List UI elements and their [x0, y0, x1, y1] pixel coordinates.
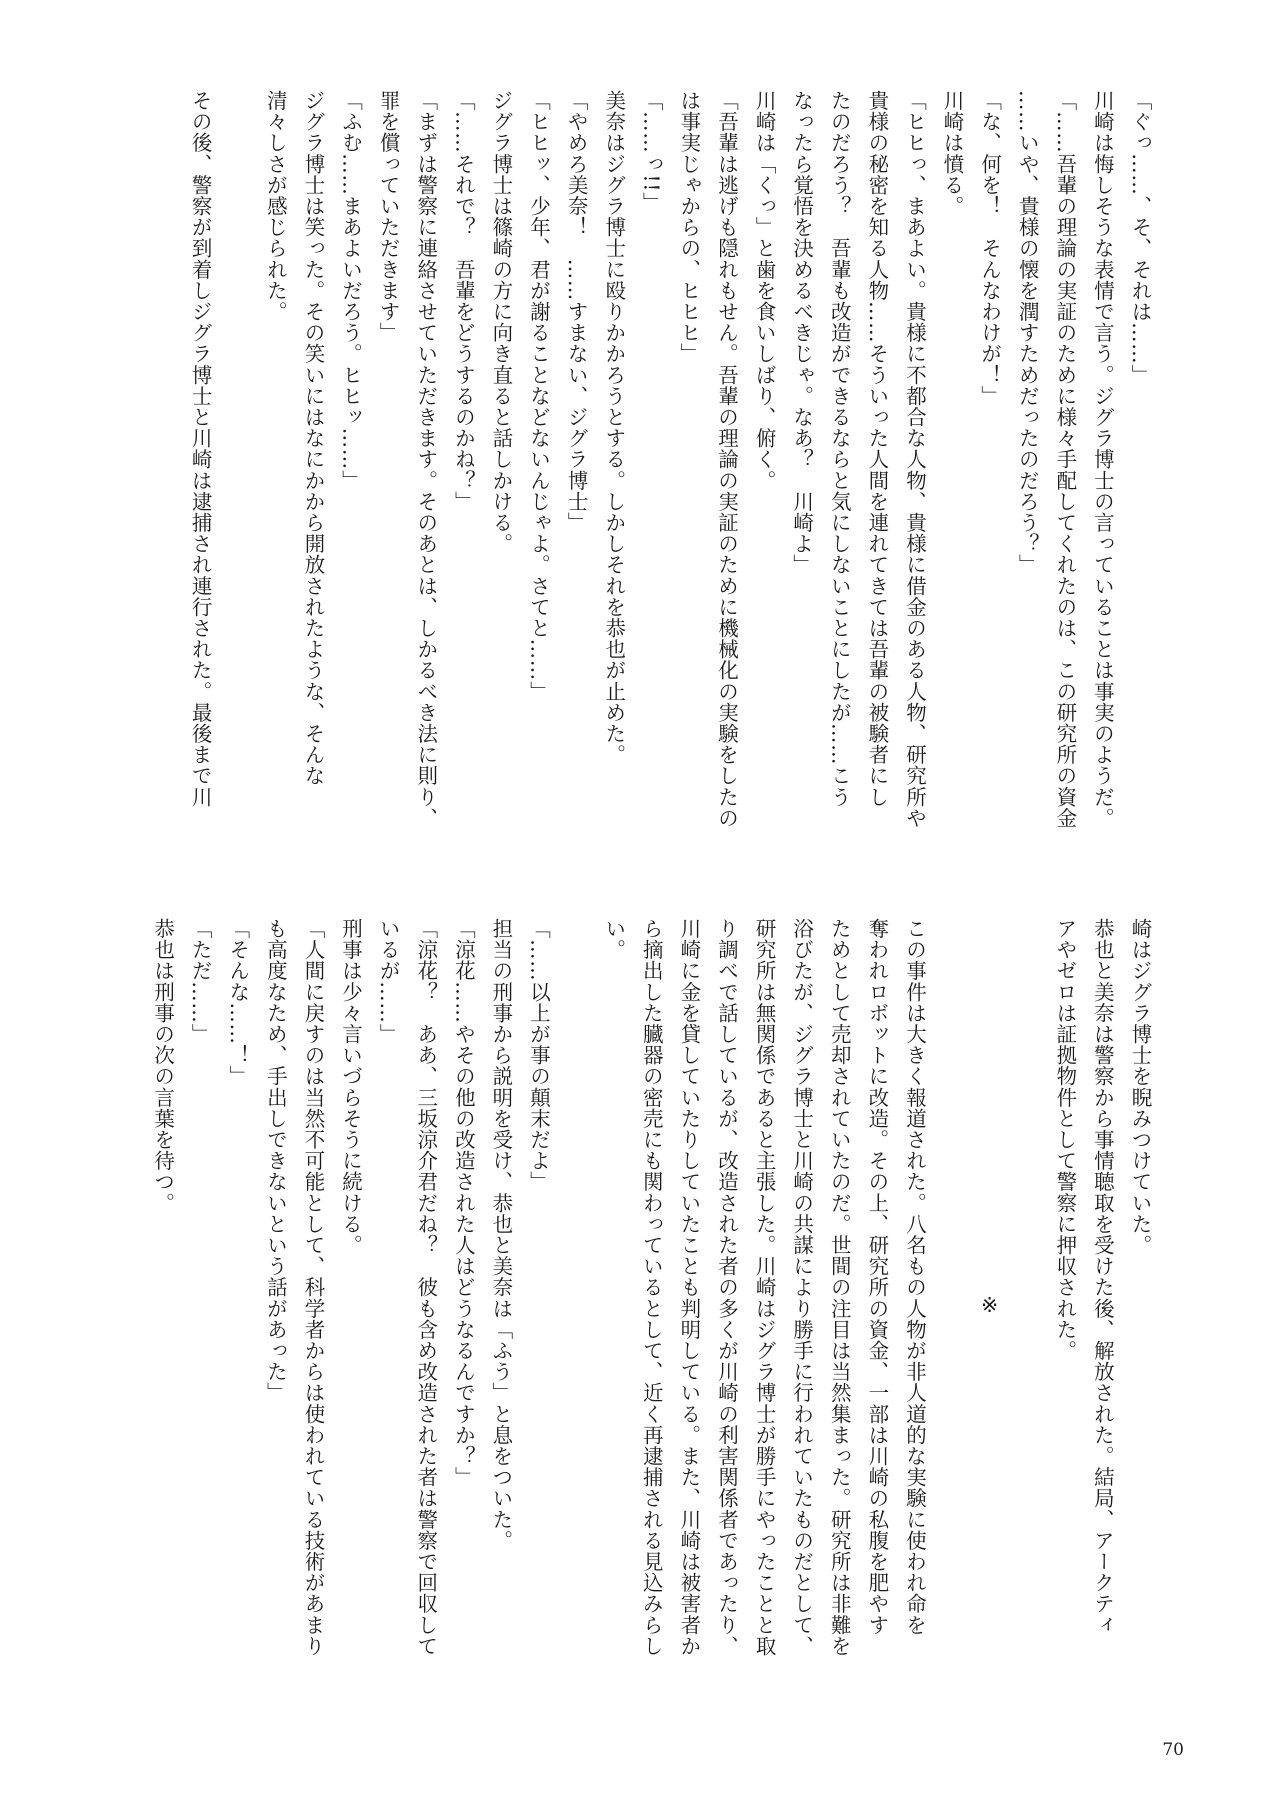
text-line: なったら覚悟を決めるべきじゃ。なあ？ 川崎よ」: [789, 90, 814, 576]
text-line: 貴様の秘密を知る人物……そういった人間を連れてきては吾輩の被験者にし: [864, 90, 889, 808]
text-line: 「な、何を！ そんなわけが！」: [977, 90, 1002, 407]
text-line: 清々しさが感じられた。: [263, 90, 288, 323]
text-block-lower: [108, 918, 1158, 1693]
text-line: 「吾輩は逃げも隠れもせん。吾輩の理論の実証のために機械化の実験をしたの: [714, 90, 739, 829]
text-line: 川崎は憤る。: [940, 90, 965, 217]
text-line: 「……っ!!」: [639, 90, 664, 214]
text-line: たのだろう？ 吾輩も改造ができるならと気にしないことにしたが……こう: [827, 90, 852, 808]
text-line: 「そんな……！」: [225, 918, 250, 1087]
blank-line: [1008, 918, 1046, 1693]
text-line: 「……吾輩の理論の実証のために様々手配してくれたのは、この研究所の資金: [1052, 90, 1077, 829]
text-line: 「ヒヒッ、少年、君が謝ることなどないんじゃよ。さてと……」: [526, 90, 551, 702]
text-line: 罪を償っていただきます」: [376, 90, 401, 344]
text-line: 「ふむ……まあよいだろう。ヒヒッ……」: [338, 90, 363, 491]
text-line: 奪われロボットに改造。その上、研究所の資金、一部は川崎の私腹を肥やす: [864, 918, 889, 1636]
text-line: は事実じゃからの、ヒヒヒ」: [676, 90, 701, 365]
text-line: ……いや、貴様の懐を潤すためだったのだろう？」: [1015, 90, 1040, 576]
text-line: り調べで話しているが、改造された者の多くが川崎の利害関係者であったり、: [714, 918, 739, 1657]
text-line: 「人間に戻すのは当然不可能として、科学者からは使われている技術があまり: [300, 918, 325, 1657]
text-line: 研究所は無関係であると主張した。川崎はジグラ博士が勝手にやったことと取: [752, 918, 777, 1657]
text-line: 恭也と美奈は警察から事情聴取を受けた後、解放された。結局、アークティ: [1090, 918, 1115, 1636]
text-line: いるが……」: [376, 918, 401, 1045]
text-line: い。: [601, 918, 626, 961]
text-line: 「涼花……やその他の改造された人はどうなるんですか？」: [451, 918, 476, 1488]
text-line: 「ヒヒっ、まあよい。貴様に不都合な人物、貴様に借金のある人物、研究所や: [902, 90, 927, 829]
text-line: ジグラ博士は笑った。その笑いにはなにかから開放されたような、そんな: [300, 90, 325, 787]
text-line: 川崎は「くっ」と歯を食いしばり、俯く。: [752, 90, 777, 491]
text-line: 浴びたが、ジグラ博士と川崎の共謀により勝手に行われていたものだとして、: [789, 918, 814, 1657]
text-line: ジグラ博士は篠崎の方に向き直ると話しかける。: [488, 90, 513, 555]
text-line: 「やめろ美奈！ ……すまない、ジグラ博士」: [564, 90, 589, 534]
text-line: 「……それで？ 吾輩をどうするのかね？」: [451, 90, 476, 512]
text-line: 刑事は少々言いづらそうに続ける。: [338, 918, 363, 1256]
text-line: 「……以上が事の顛末だよ」: [526, 918, 551, 1193]
text-line: 崎はジグラ博士を睨みつけていた。: [1128, 918, 1152, 1256]
text-line: 川崎に金を貸していたりしていたことも判明している。また、川崎は被害者か: [676, 918, 701, 1657]
text-line: も高度なため、手出しできないという話があった」: [263, 918, 288, 1404]
text-line: 川崎は悔しそうな表情で言う。ジグラ博士の言っていることは事実のようだ。: [1090, 90, 1115, 829]
blank-line: [557, 918, 595, 1693]
blank-line: [932, 918, 970, 1693]
text-line: その後、警察が到着しジグラ博士と川崎は逮捕され連行された。最後まで川: [188, 90, 213, 808]
text-line: 「ただ……」: [188, 918, 213, 1045]
text-line: ためとして売却されていたのだ。世間の注目は当然集まった。研究所は非難を: [827, 918, 852, 1657]
text-line: 「まずは警察に連絡させていただきます。そのあとは、しかるべき法に則り、: [413, 90, 438, 829]
text-line: ら摘出した臓器の密売にも関わっているとして、近く再逮捕される見込みらし: [639, 918, 664, 1657]
page-number: 70: [1162, 1740, 1184, 1760]
blank-line: [218, 90, 256, 865]
text-line: 「涼花？ ああ、三坂涼介君だね？ 彼も含め改造された者は警察で回収して: [413, 918, 438, 1657]
text-line: 恭也は刑事の次の言葉を待つ。: [150, 918, 175, 1214]
text-block-upper: [108, 90, 1158, 865]
text-line: この事件は大きく報道された。八名もの人物が非人道的な実験に使われ命を: [902, 918, 927, 1636]
text-line: 「ぐっ……、そ、それは……」: [1128, 90, 1152, 386]
text-line: 担当の刑事から説明を受け、恭也と美奈は「ふう」と息をついた。: [488, 918, 513, 1551]
text-line: 美奈はジグラ博士に殴りかかろうとする。しかしそれを恭也が止めた。: [601, 90, 626, 766]
scene-break-mark: ※: [977, 1293, 1002, 1318]
text-line: アやゼロは証拠物件として警察に押収された。: [1052, 918, 1077, 1362]
